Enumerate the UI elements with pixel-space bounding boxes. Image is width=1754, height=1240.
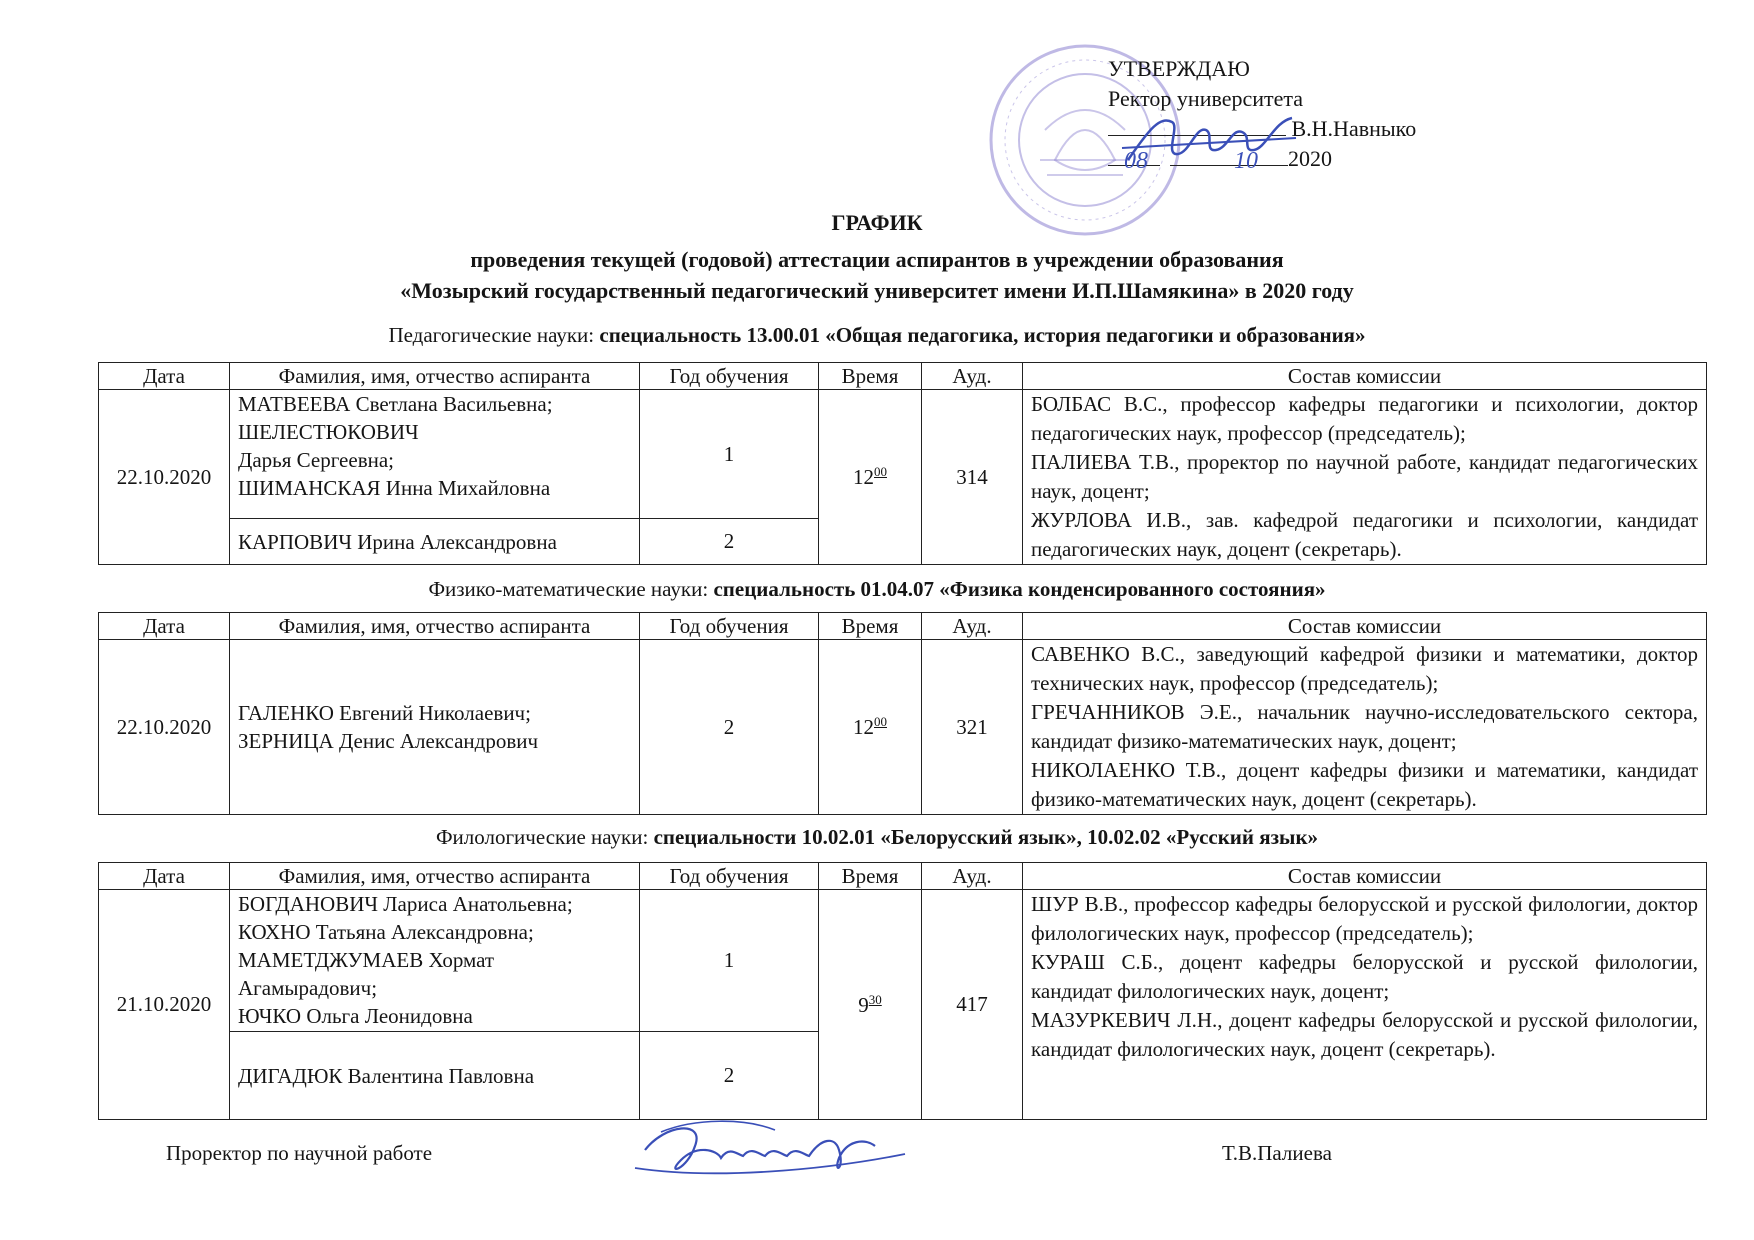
document-title: ГРАФИК bbox=[831, 210, 923, 235]
schedule-table-pedagogy bbox=[98, 362, 1707, 565]
students-cell bbox=[230, 640, 640, 815]
approval-day: 08 bbox=[1124, 148, 1148, 174]
commission-member: ПАЛИЕВА Т.В., проректор по научной работе, кандидат педагогических наук, доцент; bbox=[1031, 450, 1698, 503]
commission-cell bbox=[1023, 890, 1707, 1120]
time-hours: 9 bbox=[858, 992, 869, 1017]
students-cell bbox=[230, 890, 640, 1032]
year-cell: 2 bbox=[640, 1032, 819, 1120]
footer-name: Т.В.Палиева bbox=[1222, 1141, 1332, 1165]
date-cell: 22.10.2020 bbox=[99, 640, 230, 815]
year-cell: 1 bbox=[640, 890, 819, 1032]
date-cell: 21.10.2020 bbox=[99, 890, 230, 1120]
room-cell: 321 bbox=[922, 640, 1023, 815]
col-year: Год обучения bbox=[640, 863, 819, 890]
student-name: ЮЧКО Ольга Леонидовна bbox=[238, 1004, 473, 1028]
approval-month: 10 bbox=[1234, 148, 1258, 174]
date-cell: 22.10.2020 bbox=[99, 390, 230, 565]
table-header bbox=[99, 863, 1707, 890]
time-cell bbox=[819, 890, 922, 1120]
students-cell bbox=[230, 390, 640, 519]
section-heading-physics bbox=[0, 576, 1754, 602]
commission-member: БОЛБАС В.С., профессор кафедры педагогики и психологии, доктор педагогических наук, профессор (председатель); bbox=[1031, 392, 1698, 445]
students-cell bbox=[230, 1032, 640, 1120]
table-row bbox=[99, 640, 1707, 815]
time-cell bbox=[819, 640, 922, 815]
col-year: Год обучения bbox=[640, 363, 819, 390]
document-subtitle-line2: «Мозырский государственный педагогический университет имени И.П.Шамякина» в 2020 году bbox=[400, 278, 1354, 303]
approval-position: Ректор университета bbox=[1108, 86, 1304, 111]
time-minutes: 00 bbox=[874, 714, 887, 729]
approval-title: УТВЕРЖДАЮ bbox=[1108, 56, 1250, 81]
prorector-signature bbox=[625, 1110, 915, 1190]
col-room: Ауд. bbox=[922, 613, 1023, 640]
col-commission: Состав комиссии bbox=[1023, 363, 1707, 390]
col-time: Время bbox=[819, 863, 922, 890]
col-name: Фамилия, имя, отчество аспиранта bbox=[230, 863, 640, 890]
section-field: Филологические науки: bbox=[435, 825, 649, 849]
commission-member: ГРЕЧАННИКОВ Э.Е., начальник научно-исследовательского сектора, кандидат физико-математических наук, доцент; bbox=[1031, 700, 1698, 753]
student-name: ШИМАНСКАЯ Инна Михайловна bbox=[238, 476, 551, 500]
col-name: Фамилия, имя, отчество аспиранта bbox=[230, 363, 640, 390]
students-cell bbox=[230, 519, 640, 565]
commission-member: ШУР В.В., профессор кафедры белорусской и русской филологии, доктор филологических наук, профессор (председатель); bbox=[1031, 892, 1698, 945]
table-row bbox=[99, 390, 1707, 519]
student-name: КАРПОВИЧ Ирина Александровна bbox=[238, 529, 557, 554]
commission-cell bbox=[1023, 390, 1707, 565]
table-header bbox=[99, 613, 1707, 640]
footer-position: Проректор по научной работе bbox=[166, 1141, 433, 1165]
time-hours: 12 bbox=[853, 715, 874, 739]
col-date: Дата bbox=[99, 363, 230, 390]
time-minutes: 00 bbox=[874, 464, 887, 479]
section-field: Педагогические науки: bbox=[388, 323, 595, 347]
commission-member: КУРАШ С.Б., доцент кафедры белорусской и русской филологии, кандидат филологических наук, доцент; bbox=[1031, 950, 1698, 1003]
section-specialty: специальность 13.00.01 «Общая педагогика, история педагогики и образования» bbox=[599, 323, 1366, 347]
section-specialty: специальность 01.04.07 «Физика конденсированного состояния» bbox=[713, 577, 1326, 601]
col-time: Время bbox=[819, 363, 922, 390]
commission-member: САВЕНКО В.С., заведующий кафедрой физики и математики, доктор технических наук, профессор (председатель); bbox=[1031, 642, 1698, 695]
time-hours: 12 bbox=[853, 465, 874, 489]
col-year: Год обучения bbox=[640, 613, 819, 640]
schedule-table-philology bbox=[98, 862, 1707, 1120]
student-name: МАМЕТДЖУМАЕВ Хормат Агамырадович; bbox=[238, 948, 495, 1000]
table-header bbox=[99, 363, 1707, 390]
table-row bbox=[99, 890, 1707, 1032]
document-subtitle-line1: проведения текущей (годовой) аттестации аспирантов в учреждении образования bbox=[470, 247, 1284, 272]
commission-member: МАЗУРКЕВИЧ Л.Н., доцент кафедры белорусской и русской филологии, кандидат филологических наук, доцент (секретарь). bbox=[1031, 1008, 1698, 1061]
section-specialty: специальности 10.02.01 «Белорусский язык», 10.02.02 «Русский язык» bbox=[653, 825, 1319, 849]
col-room: Ауд. bbox=[922, 863, 1023, 890]
rector-signature bbox=[1120, 108, 1300, 174]
student-name: БОГДАНОВИЧ Лариса Анатольевна; bbox=[238, 892, 573, 916]
col-date: Дата bbox=[99, 863, 230, 890]
col-commission: Состав комиссии bbox=[1023, 863, 1707, 890]
time-minutes: 30 bbox=[868, 991, 882, 1007]
col-room: Ауд. bbox=[922, 363, 1023, 390]
col-time: Время bbox=[819, 613, 922, 640]
time-cell bbox=[819, 390, 922, 565]
student-name: ГАЛЕНКО Евгений Николаевич; bbox=[238, 701, 531, 725]
col-name: Фамилия, имя, отчество аспиранта bbox=[230, 613, 640, 640]
room-cell: 314 bbox=[922, 390, 1023, 565]
student-name: ШЕЛЕСТЮКОВИЧ bbox=[238, 420, 419, 444]
rector-name: В.Н.Навныко bbox=[1291, 116, 1417, 141]
student-name: МАТВЕЕВА Светлана Васильевна; bbox=[238, 392, 553, 416]
year-cell: 2 bbox=[640, 640, 819, 815]
commission-member: ЖУРЛОВА И.В., зав. кафедрой педагогики и психологии, кандидат педагогических наук, доцент (секретарь). bbox=[1031, 508, 1698, 561]
student-name: Дарья Сергеевна; bbox=[238, 448, 395, 472]
student-name: ДИГАДЮК Валентина Павловна bbox=[238, 1063, 535, 1088]
section-heading-philology bbox=[0, 824, 1754, 850]
schedule-table-physics bbox=[98, 612, 1707, 815]
year-cell: 1 bbox=[640, 390, 819, 519]
col-commission: Состав комиссии bbox=[1023, 613, 1707, 640]
year-cell: 2 bbox=[640, 519, 819, 565]
student-name: ЗЕРНИЦА Денис Александрович bbox=[238, 729, 539, 753]
student-name: КОХНО Татьяна Александровна; bbox=[238, 920, 534, 944]
col-date: Дата bbox=[99, 613, 230, 640]
approval-year: 2020 bbox=[1288, 146, 1332, 171]
section-heading-pedagogy bbox=[0, 322, 1754, 348]
commission-member: НИКОЛАЕНКО Т.В., доцент кафедры физики и математики, кандидат физико-математических наук, доцент (секретарь). bbox=[1031, 758, 1698, 811]
room-cell: 417 bbox=[922, 890, 1023, 1120]
section-field: Физико-математические науки: bbox=[428, 577, 709, 601]
commission-cell bbox=[1023, 640, 1707, 815]
